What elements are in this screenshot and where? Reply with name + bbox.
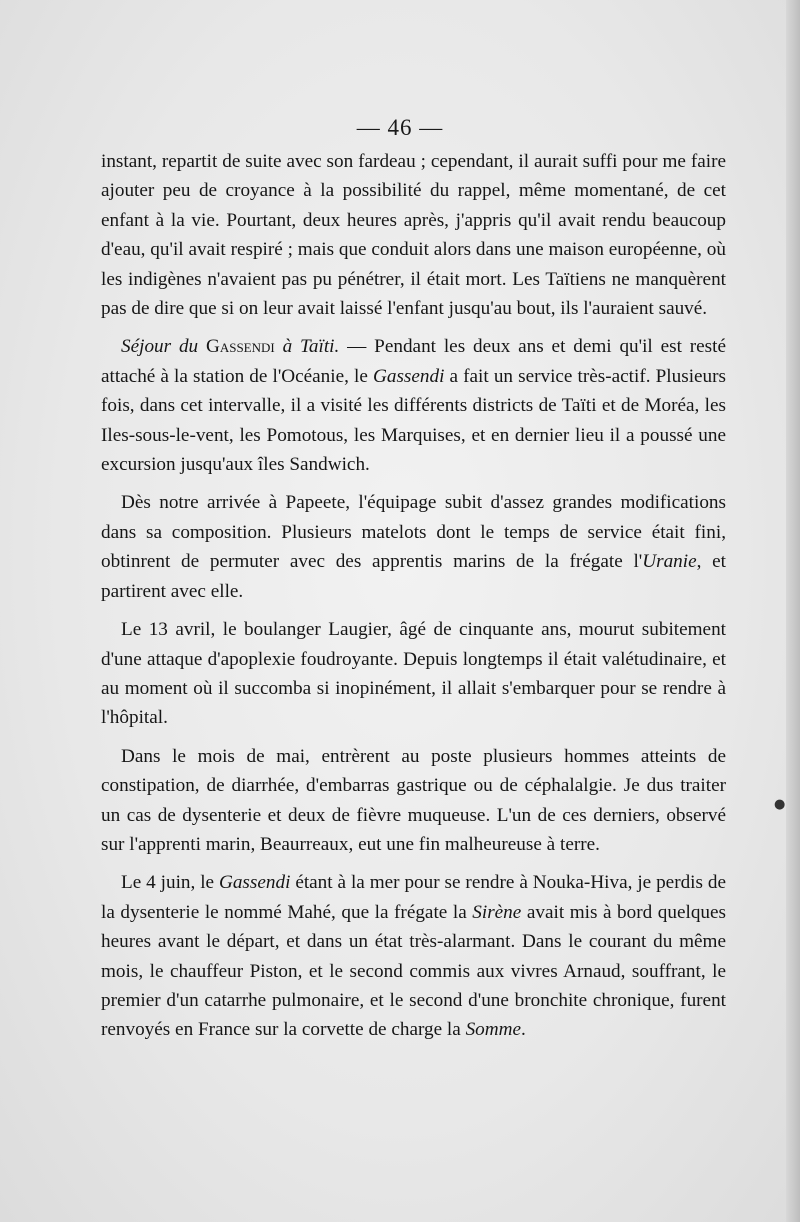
- ship-name: Sirène: [472, 901, 522, 923]
- ship-name: Somme: [465, 1019, 521, 1041]
- paragraph-4-juin: [101, 868, 726, 1044]
- paragraph-arrivee-papeete: [101, 488, 726, 606]
- paragraph-text: a fait un service très-actif. Plusieurs fois, dans cet intervalle, il a visité les différents districts de Taïti et de Moréa, les Iles-sous-le-vent, les Pomotous, les Marquises, et en dernier lieu il a poussé une excursion jusqu'aux îles Sandwich.: [101, 365, 727, 476]
- paragraph-text: Le 4 juin, le: [121, 872, 219, 894]
- paragraph-text: — Pendant les deux ans et demi qu'il est resté attaché à la station de l'Océanie, le: [101, 336, 726, 387]
- page-number: — 46 —: [356, 115, 444, 140]
- paragraph-text: , et partirent avec elle.: [101, 551, 726, 602]
- paragraph-text: Dès notre arrivée à Papeete, l'équipage subit d'assez grandes modifications dans sa composition. Plusieurs matelots dont le temps de service était fini, obtinrent de permuter avec des apprentis marins de la frégate l': [101, 492, 726, 573]
- page-edge-shadow: [786, 0, 800, 1222]
- paragraph-text: avait mis à bord quelques heures avant le départ, et dans un état très-alarmant. Dans le courant du même mois, le chauffeur Piston, et le second commis aux vivres Arnaud, souffrant, le premier d'un catarrhe pulmonaire, et le second d'une bronchite chronique, furent renvoyés en France sur la corvette de charge la: [101, 901, 726, 1041]
- paragraph-13-avril: Le 13 avril, le boulanger Laugier, âgé de cinquante ans, mourut subitement d'une attaque d'apoplexie foudroyante. Depuis longtemps il était valétudinaire, et au moment où il succomba si inopinément, il allait s'embarquer pour se rendre à l'hôpital.: [101, 619, 726, 729]
- paragraph-text: étant à la mer pour se rendre à Nouka-Hiva, je perdis de la dysenterie le nommé Mahé, que la frégate la: [101, 872, 727, 923]
- section-heading-ship: Gassendi: [205, 336, 275, 358]
- section-heading-part-1: Séjour du: [121, 336, 206, 358]
- section-heading-part-2: à Taïti.: [274, 336, 340, 358]
- margin-dot-icon: ●: [774, 797, 786, 812]
- body-text: [101, 147, 726, 1045]
- paragraph-sejour-gassendi: [101, 332, 726, 479]
- ship-name: Gassendi: [373, 365, 445, 387]
- paragraph-mois-de-mai: Dans le mois de mai, entrèrent au poste plusieurs hommes atteints de constipation, de diarrhée, d'embarras gastrique ou de céphalalgie. Je dus traiter un cas de dysenterie et deux de fièvre muqueuse. L'un de ces derniers, observé sur l'apprenti marin, Beaurreaux, eut une fin malheureuse à terre.: [101, 745, 726, 855]
- ship-name: Uranie: [642, 551, 697, 573]
- paragraph-text: .: [521, 1019, 526, 1041]
- ship-name: Gassendi: [218, 872, 291, 894]
- paragraph-continuation: instant, repartit de suite avec son fardeau ; cependant, il aurait suffi pour me faire ajouter peu de croyance à la possibilité du rappel, même momentané, de cet enfant à la vie. Pourtant, deux heures après, j'appris qu'il avait rendu beaucoup d'eau, qu'il avait respiré ; mais que conduit alors dans une maison européenne, où les indigènes n'avaient pas pu pénétrer, il était mort. Les Taïtiens ne manquèrent pas de dire que si on leur avait laissé l'enfant jusqu'au bout, ils l'auraient sauvé.: [101, 151, 726, 320]
